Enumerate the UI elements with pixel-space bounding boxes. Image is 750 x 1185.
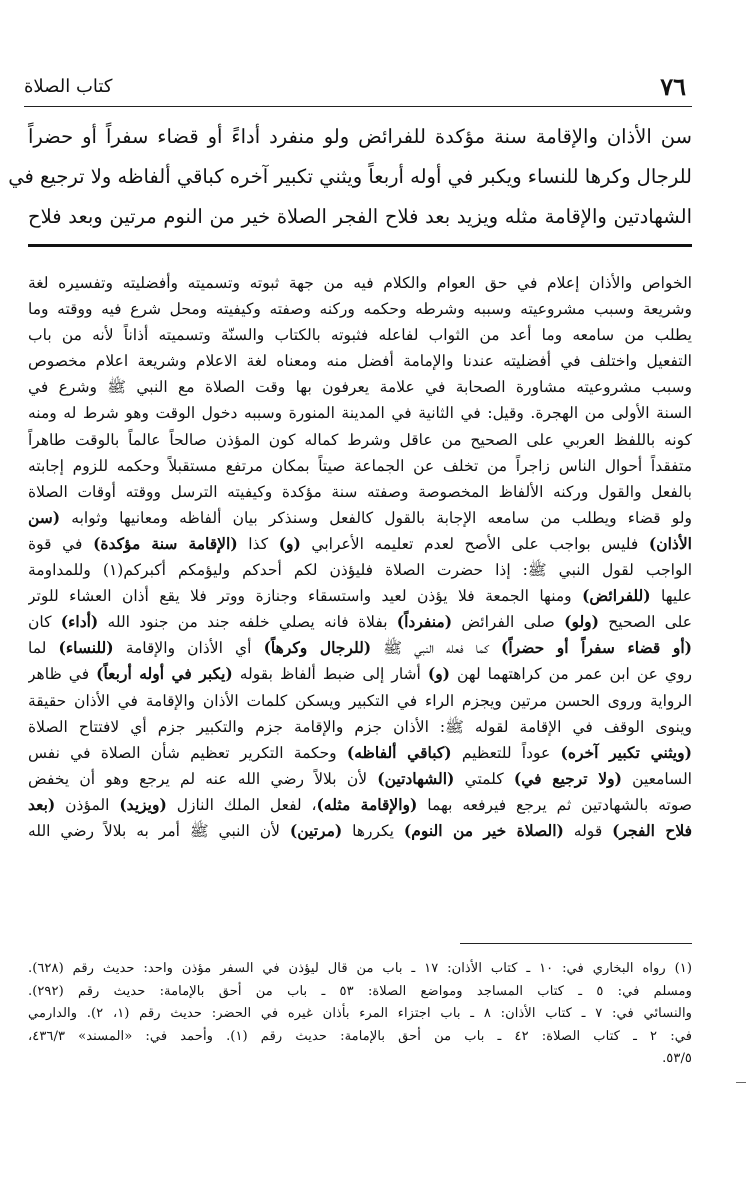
commentary-text [28, 270, 692, 844]
matn-line: الشهادتين والإقامة مثله ويزيد بعد فلاح الفجر الصلاة خير من النوم مرتين وبعد فلاح [28, 205, 692, 228]
bold-matn-quote: (منفرداً) [396, 612, 453, 632]
commentary-segment: روي عن ابن عمر من كراهتهما لهن [450, 665, 692, 684]
bold-matn-quote: (للنساء) [58, 638, 114, 658]
commentary-segment: بالفعل والقول وركنه الألفاظ المخصوصة وصفته سنة مؤكدة وكيفيته الترسل ووقته أوقات الصلاة [28, 482, 692, 501]
commentary-line [28, 322, 692, 348]
commentary-segment: كما فعله النبي ﷺ [371, 639, 501, 658]
footnote-line: (١) رواه البخاري في: ١٠ ـ كتاب الأذان: ١٧ ـ باب من قال ليؤذن في السفر مؤذن واحد: حديث رقم (٦٢٨). [28, 961, 692, 976]
commentary-segment: متفقداً أحوال الناس زاجراً من تخلف عن الجماعة صيتاً بمكان مرتفع مستقبلاً وحكمه للزوم إجابته [28, 456, 692, 475]
commentary-line [28, 400, 692, 426]
commentary-segment: قوله [563, 821, 613, 840]
commentary-segment: المؤذن [55, 795, 120, 814]
bold-matn-quote: (يكبر في أوله أربعاً) [96, 664, 233, 684]
commentary-line [28, 661, 692, 687]
commentary-segment: لما [28, 639, 59, 658]
commentary-segment: يكررها [342, 821, 404, 840]
commentary-line [28, 557, 692, 583]
header-divider [24, 106, 692, 107]
commentary-line [28, 427, 692, 453]
bold-matn-quote: (للرجال وكرهاً) [263, 638, 372, 658]
bold-matn-quote: (بعد [28, 794, 56, 814]
commentary-segment: وحكمة التكرير تعظيم شأن الصلاة في نفس [28, 743, 347, 762]
bold-matn-quote: (ويثني تكبير آخره) [560, 742, 692, 762]
commentary-segment: في قوة [28, 534, 94, 553]
commentary-line [28, 479, 692, 505]
commentary-segment: بفلاة فانه يصلي خلفه جند من جنود الله [98, 613, 397, 632]
footnote-line: في: ٢ ـ كتاب الصلاة: ٤٢ ـ باب من أحق بالإمامة: حديث رقم (١). وأحمد في: «المسند» ٤٣٦/٣، [28, 1028, 692, 1044]
commentary-line [28, 740, 692, 766]
commentary-segment: لأن بلالاً رضي الله عنه لم يرجع وهو أن يخفض [28, 769, 378, 788]
running-header [24, 72, 686, 102]
bold-matn-quote: (و) [427, 664, 451, 684]
bold-matn-quote: (مرتين) [289, 820, 343, 840]
commentary-line [28, 453, 692, 479]
bold-matn-quote: الأذان) [648, 533, 692, 553]
commentary-line [28, 296, 692, 322]
matn-line: سن الأذان والإقامة سنة مؤكدة للفرائض ولو منفرد أداءً أو قضاء سفراً أو حضراً [28, 125, 692, 148]
commentary-line [28, 635, 692, 661]
commentary-segment: وسبب مشروعيته مشاورة الصحابة في علامة يعرفون بها وقت الصلاة مع النبي ﷺ وشرع في [28, 378, 692, 397]
bold-matn-quote: (والإقامة مثله) [316, 794, 418, 814]
commentary-line [28, 270, 692, 296]
commentary-segment: وينوى الوقف في الإقامة لقوله ﷺ: الأذان جزم والإقامة جزم والتكبير جزم أي لافتتاح الصلاة [28, 717, 692, 736]
commentary-segment: على الصحيح [599, 613, 692, 632]
bold-matn-quote: (للفرائض) [582, 586, 651, 606]
commentary-segment: عليها [650, 587, 692, 606]
footnote-line: ومسلم في: ٥ ـ كتاب المساجد ومواضع الصلاة: ٥٣ ـ باب من أحق بالإمامة: حديث رقم (٢٩٢). [28, 983, 692, 999]
commentary-line [28, 374, 692, 400]
commentary-segment: ولو قضاء ويطلب من سامعه الإجابة بالقول كالفعل وسنذكر بيان ألفاظه ومعانيها وثوابه [60, 508, 692, 527]
footnote-divider [460, 943, 692, 944]
commentary-segment: في ظاهر [28, 665, 97, 684]
commentary-segment: كونه باللفظ العربي على الصحيح من عاقل وشرط كماله كون المؤذن صالحاً عالماً بالوقت طاهراً [28, 430, 692, 449]
commentary-segment: وشريعة وسبب مشروعيته وسببه وشرطه وحكمه وركنه وصفته وكيفيته ومحل شرع فيه ووقته وما [28, 300, 692, 319]
commentary-segment: السامعين [621, 769, 692, 788]
bold-matn-quote: (أو قضاء سفراً أو حضراً) [501, 638, 692, 658]
commentary-segment: الرواية وروى الحسن مرتين ويجزم الراء في التكبير ويسكن كلمات الأذان والإقامة في الأذان حقيقة [28, 691, 692, 710]
bold-matn-quote: (الشهادتين) [377, 768, 455, 788]
bold-matn-quote: (ولا ترجيع في) [513, 768, 622, 788]
bold-matn-quote: (ويزيد) [119, 794, 167, 814]
matn-line: للرجال وكرها للنساء ويكبر في أوله أربعاً ويثني تكبير آخره كباقي ألفاظه ولا ترجيع في [8, 165, 692, 188]
commentary-line [28, 609, 692, 635]
commentary-line [28, 714, 692, 740]
footnotes [28, 958, 692, 1071]
commentary-segment: أي الأذان والإقامة [113, 639, 264, 658]
commentary-line [28, 766, 692, 792]
matn-text [8, 117, 692, 237]
bold-matn-quote: (سن [28, 507, 61, 527]
commentary-segment: وللمداومة [28, 561, 103, 580]
commentary-segment: صلى الفرائض [452, 613, 565, 632]
margin-mark [736, 1082, 746, 1083]
page-number: ٧٦ [660, 72, 686, 101]
commentary-line [28, 818, 692, 844]
commentary-segment: الخواص والأذان إعلام في حق العوام والكلام فيه من جهة ثبوته وتسميته وأفضليته وتفسيره لغة [28, 274, 692, 292]
bold-matn-quote: (ولو) [564, 612, 599, 632]
commentary-segment: التفعيل واختلف في أفضليته عندنا والإمامة أفضل منه ومعناه لغة الاعلام وشريعة اعلام مخصوص [28, 352, 692, 371]
commentary-segment: ، لفعل الملك النازل [166, 795, 317, 814]
commentary-line [28, 348, 692, 374]
commentary-segment: كذا [237, 534, 279, 553]
commentary-segment: كلمتي [454, 769, 514, 788]
commentary-segment: الواجب لقول النبي ﷺ: إذا حضرت الصلاة فليؤذن لكم أحدكم وليؤمكم أكبركم [123, 561, 692, 580]
commentary-segment: (١) [102, 561, 124, 580]
commentary-segment: صوته بالشهادتين ثم يرجع فيرفعه بهما [417, 795, 692, 814]
commentary-line [28, 505, 692, 531]
footnote-line: والنسائي في: ٧ ـ كتاب الأذان: ٨ ـ باب اجتزاء المرء بأذان غيره في الحضر: حديث رقم (١، ٢). والدارمي [28, 1006, 692, 1021]
commentary-segment: عوداً للتعظيم [451, 743, 561, 762]
bold-matn-quote: (و) [278, 533, 301, 553]
commentary-segment: أشار إلى ضبط ألفاظ بقوله [232, 665, 428, 684]
commentary-line [28, 531, 692, 557]
bold-matn-quote: (كباقي ألفاظه) [346, 742, 452, 762]
commentary-segment: كان [28, 613, 61, 632]
commentary-line [28, 688, 692, 714]
commentary-segment: فليس بواجب على الأصح لعدم تعليمه الأعرابي [300, 534, 649, 553]
bold-matn-quote: (أداء) [60, 612, 99, 632]
matn-divider [28, 244, 692, 247]
bold-matn-quote: (الإقامة سنة مؤكدة) [93, 533, 238, 553]
bold-matn-quote: (الصلاة خير من النوم) [403, 820, 564, 840]
bold-matn-quote: فلاح الفجر) [612, 820, 692, 840]
commentary-segment: يطلب من سامعه وما أعد من الثواب لفاعله فثبوته بالكتاب والسنّة وتسميته أذاناً لأنه من باب [28, 326, 692, 345]
commentary-line [28, 583, 692, 609]
commentary-segment: لأن النبي ﷺ أمر به بلالاً رضي الله [28, 821, 290, 840]
commentary-line [28, 792, 692, 818]
commentary-segment: ومنها الجمعة فلا يؤذن لعيد واستسقاء وجنازة ووتر فلا يقع أذان العشاء للوتر [28, 587, 583, 606]
footnote-line: ٥٣/٥. [662, 1051, 692, 1066]
commentary-segment: السنة الأولى من الهجرة. وقيل: في الثانية في المدينة المنورة وسببه دخول الوقت وهو شرط له ومنه [28, 404, 692, 423]
book-title: كتاب الصلاة [24, 76, 113, 97]
